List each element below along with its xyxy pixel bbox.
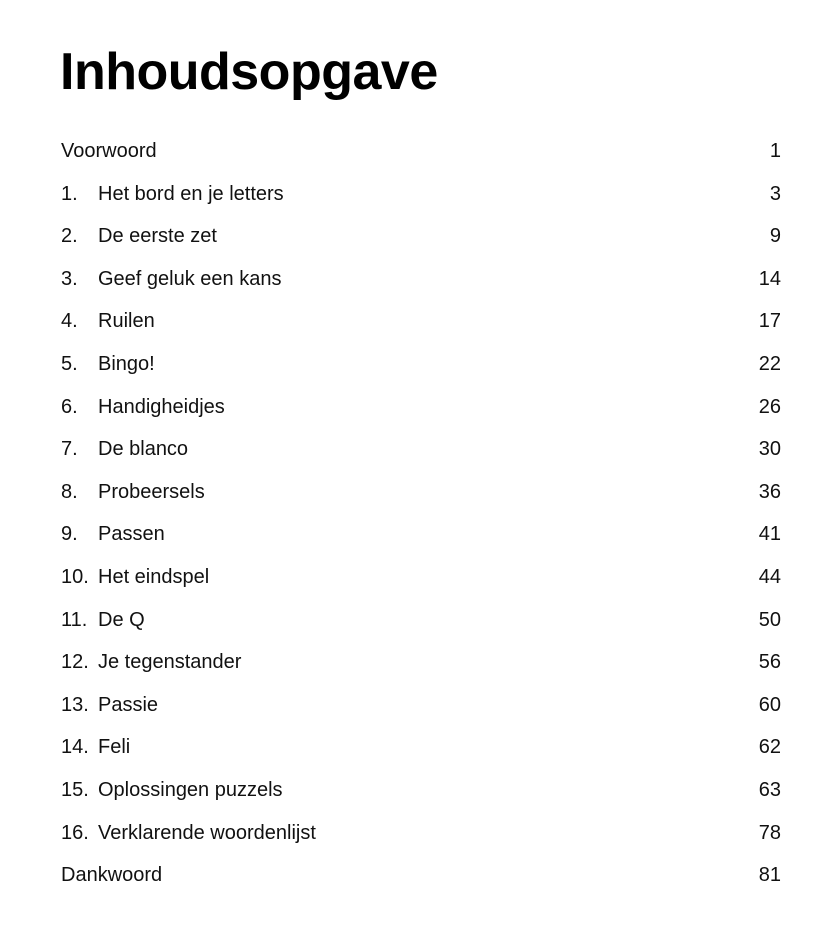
toc-entry [61,258,781,301]
toc-entry [61,556,781,599]
toc-entry-title: De blanco [98,438,189,461]
toc-entry-title: Ruilen [98,310,155,333]
toc-entry-title: Bingo! [98,352,155,375]
toc-entry [61,215,781,258]
toc-entry-number: 2. [61,225,78,248]
toc-entry-number: 13. [61,693,89,716]
toc-entry-number: 16. [61,821,89,844]
toc-entry-page-number: 78 [758,821,781,844]
toc-entry-number: 12. [61,651,89,674]
toc-entry [61,343,781,386]
toc-entry-title: Dankwoord [61,864,163,887]
toc-entry-page-number: 81 [758,864,781,887]
toc-entry [61,684,781,727]
toc-entry-title: Het bord en je letters [98,182,284,205]
toc-entry [61,726,781,769]
toc-entry [61,386,781,429]
toc-entry-page-number: 44 [758,565,781,588]
toc-entry-page-number: 30 [758,438,781,461]
toc-entry-page-number: 56 [758,651,781,674]
toc-entry-title: Verklarende woordenlijst [98,821,316,844]
toc-entry-page-number: 3 [769,182,781,205]
toc-entry-number: 14. [61,736,89,759]
toc-entry-page-number: 1 [769,140,781,162]
toc-entry [61,854,781,897]
toc-entry-title: Feli [98,736,131,759]
toc-entry-page-number: 14 [758,267,781,290]
toc-entry-number: 6. [61,395,78,418]
toc-entry-page-number: 26 [758,395,781,418]
toc-entry [61,513,781,556]
toc-entry-page-number: 50 [758,608,781,631]
toc-entry [61,173,781,216]
toc-entry-title: Je tegenstander [98,651,242,674]
toc-entry-number: 15. [61,778,89,801]
toc-entry [61,428,781,471]
toc-entry-title: Het eindspel [98,565,210,588]
toc-entry-page-number: 41 [758,523,781,546]
toc-entry-number: 4. [61,310,78,333]
toc-entry-page-number: 17 [758,310,781,333]
toc-entry-title: Passen [98,523,165,546]
page-title: Inhoudsopgave [60,43,438,101]
toc-entry-number: 11. [61,608,88,631]
toc-entry [61,471,781,514]
toc-entry [61,300,781,343]
toc-entry [61,769,781,812]
toc-entry-title: Voorwoord [61,140,157,162]
toc-entry-number: 10. [61,565,89,588]
toc-entry-number: 9. [61,523,78,546]
toc-entry-number: 1. [61,182,78,205]
toc-entry [61,812,781,855]
toc-entry-title: De Q [98,608,145,631]
toc-entry-number: 7. [61,438,78,461]
toc-entry-page-number: 60 [758,693,781,716]
toc-entry-page-number: 22 [758,352,781,375]
toc-entry-number: 5. [61,352,78,375]
toc-entry-page-number: 63 [758,778,781,801]
toc-entry-title: Handigheidjes [98,395,225,418]
toc-entry [61,130,781,173]
toc-entry-title: De eerste zet [98,225,217,248]
toc-entry-title: Passie [98,693,159,716]
table-of-contents [61,130,781,897]
toc-entry-page-number: 36 [758,480,781,503]
toc-entry-title: Oplossingen puzzels [98,778,283,801]
toc-entry-number: 3. [61,267,78,290]
toc-entry-number: 8. [61,480,78,503]
toc-entry-page-number: 9 [769,225,781,248]
toc-entry [61,599,781,642]
toc-entry [61,641,781,684]
toc-entry-page-number: 62 [758,736,781,759]
toc-entry-title: Geef geluk een kans [98,267,282,290]
toc-entry-title: Probeersels [98,480,205,503]
